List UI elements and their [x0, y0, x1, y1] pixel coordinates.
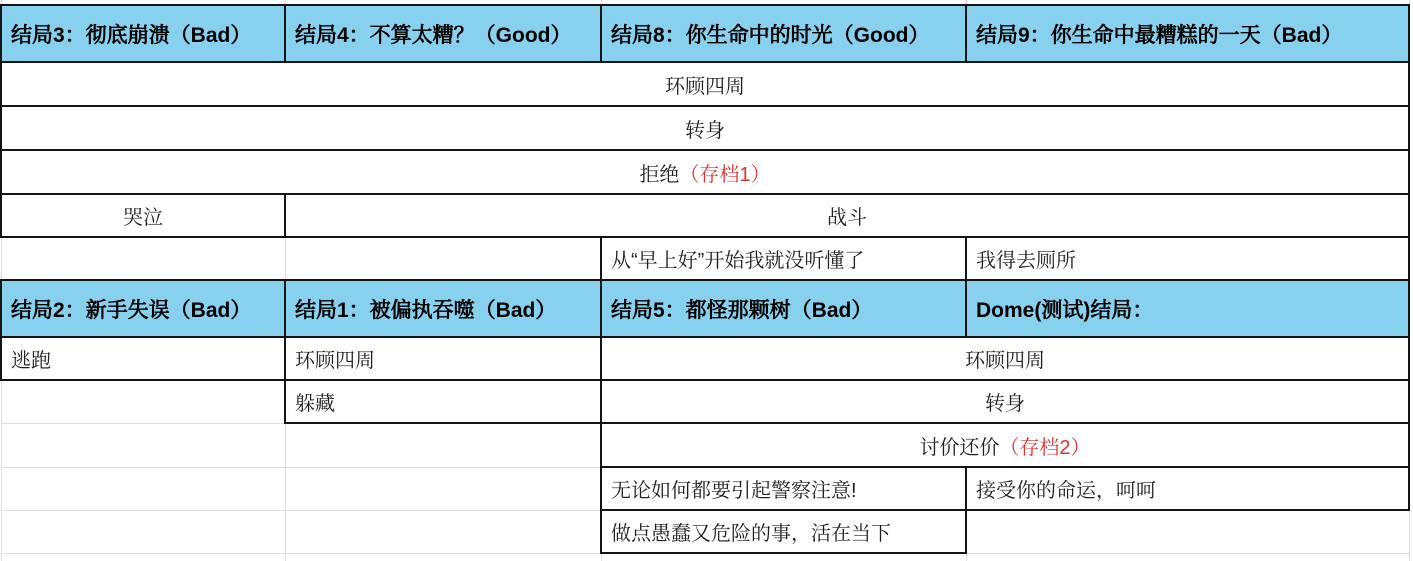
gutter-cell — [1409, 150, 1413, 194]
gutter-cell — [1409, 194, 1413, 237]
choice-cell[interactable]: 逃跑 — [1, 337, 285, 380]
empty-cell[interactable] — [601, 553, 966, 561]
choice-cell[interactable]: 接受你的命运，呵呵 — [966, 467, 1409, 510]
empty-cell[interactable] — [1, 423, 285, 467]
table-row — [1, 5, 1413, 62]
table-row — [1, 106, 1413, 150]
gutter-cell — [1409, 423, 1413, 467]
choice-cell[interactable]: 躲藏 — [285, 380, 601, 423]
gutter-cell — [1409, 62, 1413, 106]
table-row — [1, 62, 1413, 106]
table-row — [1, 510, 1413, 553]
gutter-cell — [1409, 5, 1413, 62]
empty-cell[interactable] — [1, 467, 285, 510]
choice-cell[interactable]: 我得去厕所 — [966, 237, 1409, 280]
gutter-cell — [1409, 337, 1413, 380]
ending-header-cell[interactable]: 结局3：彻底崩溃（Bad） — [1, 5, 285, 62]
table-row — [1, 337, 1413, 380]
table-row — [1, 194, 1413, 237]
save-point-label: （存档2） — [999, 436, 1091, 459]
gutter-cell — [1409, 106, 1413, 150]
choice-cell[interactable]: 转身 — [1, 106, 1409, 150]
empty-cell[interactable] — [966, 510, 1409, 553]
empty-cell[interactable] — [285, 423, 601, 467]
ending-header-cell[interactable]: 结局9：你生命中最糟糕的一天（Bad） — [966, 5, 1409, 62]
choice-cell[interactable]: 哭泣 — [1, 194, 285, 237]
table-row — [1, 380, 1413, 423]
table-row — [1, 467, 1413, 510]
choice-cell[interactable] — [601, 423, 1409, 467]
table-row — [1, 553, 1413, 561]
empty-cell[interactable] — [285, 510, 601, 553]
save-point-label: （存档1） — [679, 163, 771, 186]
gutter-cell — [1409, 380, 1413, 423]
gutter-cell — [1409, 467, 1413, 510]
empty-cell[interactable] — [285, 553, 601, 561]
choice-cell[interactable]: 转身 — [601, 380, 1409, 423]
empty-cell[interactable] — [1, 380, 285, 423]
ending-header-cell[interactable]: Dome(测试)结局： — [966, 280, 1409, 337]
table-row — [1, 150, 1413, 194]
ending-header-cell[interactable]: 结局2：新手失误（Bad） — [1, 280, 285, 337]
choice-cell[interactable]: 做点愚蠢又危险的事，活在当下 — [601, 510, 966, 553]
empty-cell[interactable] — [1, 553, 285, 561]
choice-cell[interactable]: 环顾四周 — [285, 337, 601, 380]
choice-cell[interactable]: 从“早上好”开始我就没听懂了 — [601, 237, 966, 280]
choice-cell[interactable]: 环顾四周 — [601, 337, 1409, 380]
gutter-cell — [1409, 237, 1413, 280]
table-row — [1, 423, 1413, 467]
choice-label: 讨价还价 — [919, 436, 1000, 459]
choice-label: 拒绝 — [639, 163, 680, 186]
ending-header-cell[interactable]: 结局5：都怪那颗树（Bad） — [601, 280, 966, 337]
ending-header-cell[interactable]: 结局1：被偏执吞噬（Bad） — [285, 280, 601, 337]
gutter-cell — [1409, 280, 1413, 337]
empty-cell[interactable] — [285, 467, 601, 510]
table-row — [1, 237, 1413, 280]
empty-cell[interactable] — [966, 553, 1409, 561]
table-row — [1, 280, 1413, 337]
gutter-cell — [1409, 510, 1413, 553]
empty-cell[interactable] — [1, 237, 285, 280]
choice-cell[interactable]: 战斗 — [285, 194, 1409, 237]
choice-cell[interactable] — [1, 150, 1409, 194]
choice-cell[interactable]: 无论如何都要引起警察注意! — [601, 467, 966, 510]
empty-cell[interactable] — [1, 510, 285, 553]
ending-header-cell[interactable]: 结局8：你生命中的时光（Good） — [601, 5, 966, 62]
choice-cell[interactable]: 环顾四周 — [1, 62, 1409, 106]
gutter-cell — [1409, 553, 1413, 561]
empty-cell[interactable] — [285, 237, 601, 280]
ending-header-cell[interactable]: 结局4：不算太糟？（Good） — [285, 5, 601, 62]
